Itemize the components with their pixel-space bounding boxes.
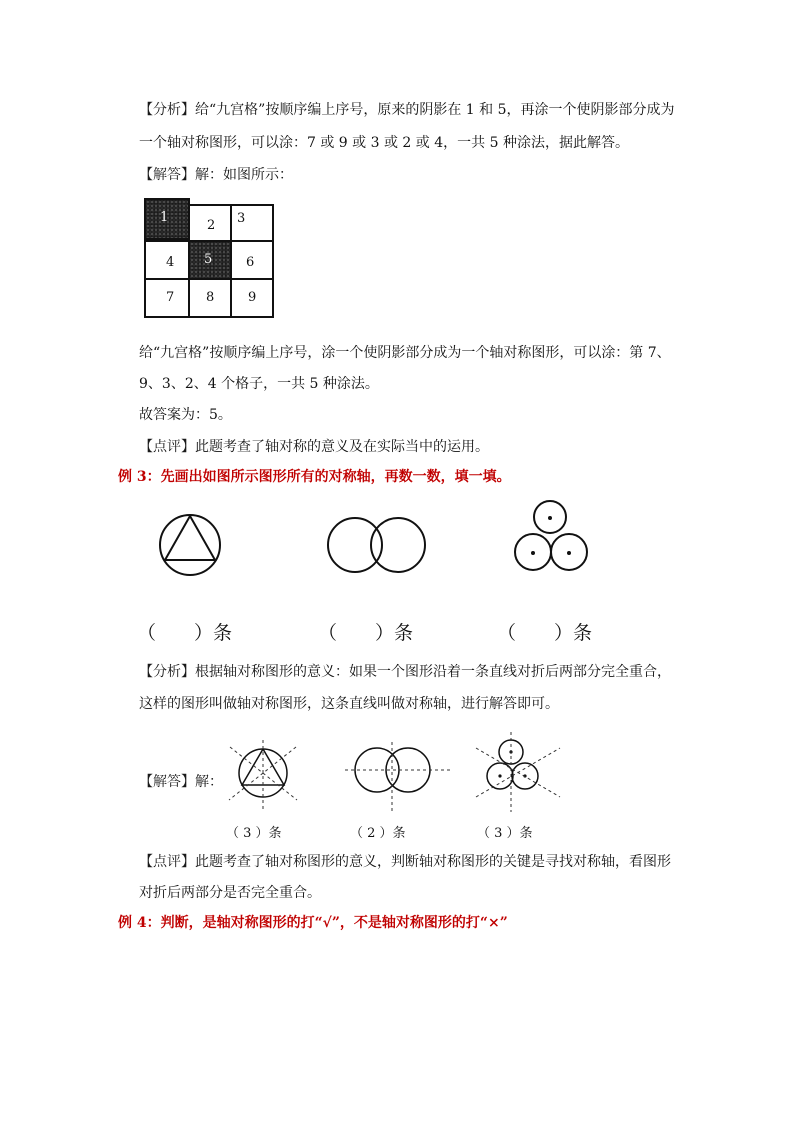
grid-cell-2: 2 <box>188 204 232 242</box>
analysis-paragraph-1-line2: 一个轴对称图形，可以涂：7 或 9 或 3 或 2 或 4，一共 5 种涂法，据此解答。 <box>139 135 629 151</box>
comment-paragraph-2-line2: 对折后两部分是否完全重合。 <box>139 885 321 901</box>
blank-3[interactable]: （ ）条 <box>497 622 593 644</box>
comment-tag: 【点评】 <box>139 439 195 455</box>
axes-figure-3 <box>476 732 560 812</box>
grid-cell-6: 6 <box>230 240 274 280</box>
grid-cell-1: 1 <box>144 198 190 240</box>
answer-tag: 【解答】 <box>139 167 195 183</box>
answer-result-1: （ 3 ）条 <box>226 826 282 841</box>
grid-cell-7: 7 <box>144 278 190 318</box>
analysis-text: 给“九宫格”按顺序编上序号，原来的阴影在 1 和 5，再涂一个使阴影部分成为 <box>195 102 675 118</box>
answer-result-3: （ 3 ）条 <box>477 826 533 841</box>
explanation-line-1: 给“九宫格”按顺序编上序号，涂一个使阴影部分成为一个轴对称图形，可以涂：第 7、 <box>139 345 671 361</box>
analysis-text-2: 根据轴对称图形的意义：如果一个图形沿着一条直线对折后两部分完全重合， <box>195 664 671 680</box>
grid-cell-8: 8 <box>188 278 232 318</box>
grid-cell-5: 5 <box>188 240 232 280</box>
analysis-paragraph-2-line2: 这样的图形叫做轴对称图形，这条直线叫做对称轴，进行解答即可。 <box>139 696 559 712</box>
answer-result-2: （ 2 ）条 <box>350 826 406 841</box>
example-3-title: 例 3：先画出如图所示图形所有的对称轴，再数一数，填一填。 <box>118 469 511 485</box>
grid-cell-3: 3 <box>230 204 274 242</box>
comment-paragraph-2 <box>139 852 671 872</box>
grid-cell-9: 9 <box>230 278 274 318</box>
blank-1[interactable]: （ ）条 <box>137 622 233 644</box>
comment-tag-2: 【点评】 <box>139 854 195 870</box>
comment-text-2: 此题考查了轴对称图形的意义，判断轴对称图形的关键是寻找对称轴，看图形 <box>195 854 671 870</box>
answer-text: 解：如图所示： <box>195 167 293 183</box>
analysis-tag-2: 【分析】 <box>139 664 195 680</box>
example-4-title: 例 4：判断，是轴对称图形的打“√”，不是轴对称图形的打“×” <box>118 915 508 931</box>
grid-cell-4: 4 <box>144 240 190 280</box>
conclusion-line: 故答案为：5。 <box>139 407 232 423</box>
answer-text-2: 解： <box>195 774 223 790</box>
explanation-line-2: 9、3、2、4 个格子，一共 5 种涂法。 <box>139 376 379 392</box>
answer-tag-2: 【解答】 <box>139 774 195 790</box>
comment-text: 此题考查了轴对称的意义及在实际当中的运用。 <box>195 439 489 455</box>
analysis-tag: 【分析】 <box>139 102 195 118</box>
blank-2[interactable]: （ ）条 <box>318 622 414 644</box>
